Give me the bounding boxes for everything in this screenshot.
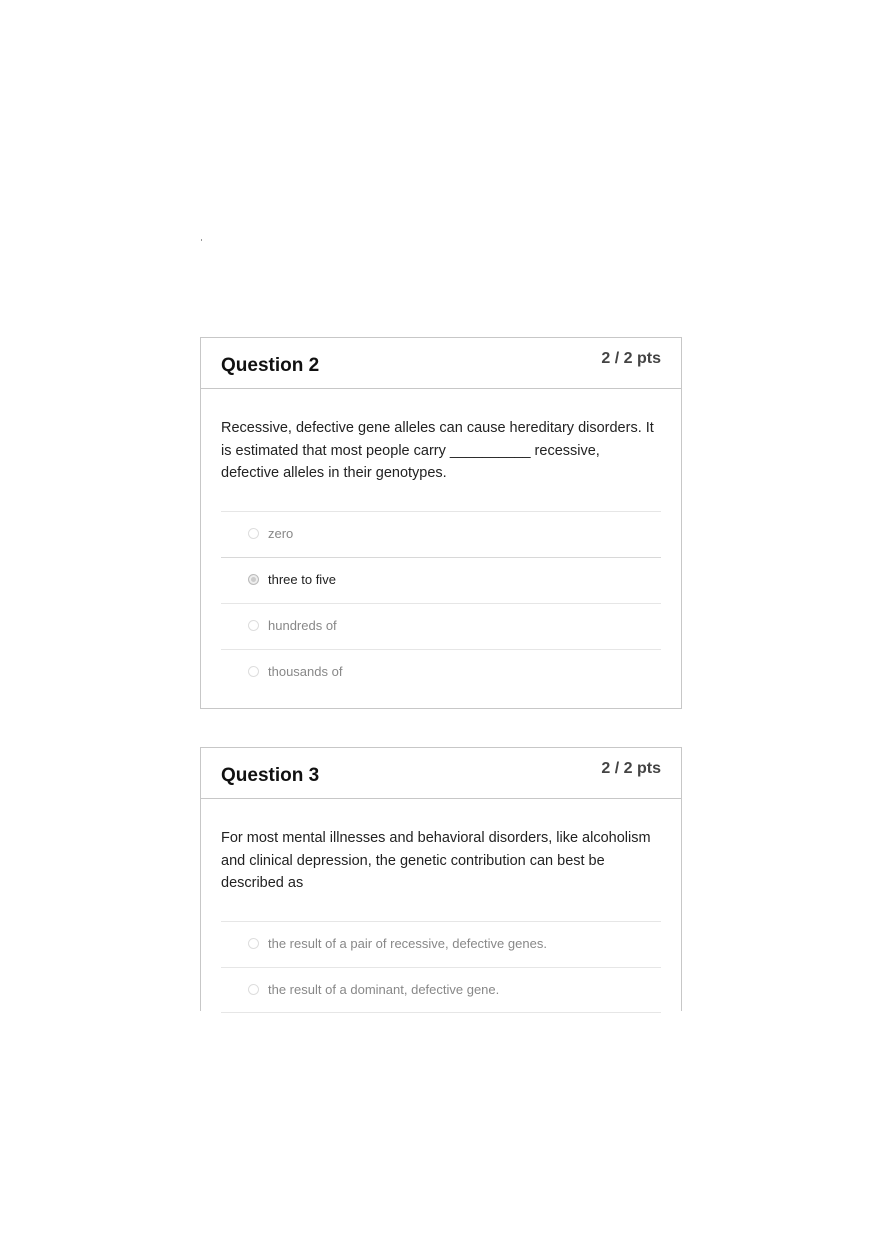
answer-option[interactable]	[221, 649, 661, 695]
question-card-3	[200, 747, 682, 1011]
question-title: Question 3	[221, 765, 320, 786]
answer-option[interactable]	[221, 921, 661, 967]
question-points: 2 / 2 pts	[601, 760, 661, 777]
radio-icon[interactable]	[248, 620, 259, 631]
question-text: Recessive, defective gene alleles can cause hereditary disorders. It is estimated that most people carry __________ recessive, defective alleles in their genotypes.	[221, 420, 654, 481]
answer-label: zero	[268, 525, 294, 541]
answer-option[interactable]	[221, 967, 661, 1013]
answer-label: thousands of	[268, 663, 343, 679]
radio-icon[interactable]	[248, 666, 259, 677]
question-text: For most mental illnesses and behavioral disorders, like alcoholism and clinical depression, the genetic contribution can best be described as	[221, 830, 651, 891]
radio-selected-icon[interactable]	[248, 574, 259, 585]
answer-label: three to five	[268, 571, 336, 587]
radio-icon[interactable]	[248, 984, 259, 995]
answer-option[interactable]	[221, 511, 661, 557]
question-title: Question 2	[221, 355, 320, 376]
answer-option-selected[interactable]	[221, 557, 661, 603]
radio-icon[interactable]	[248, 528, 259, 539]
answer-option[interactable]	[221, 603, 661, 649]
answer-label: hundreds of	[268, 617, 337, 633]
question-card-2	[200, 337, 682, 709]
answer-label: the result of a dominant, defective gene.	[268, 981, 500, 997]
question-header	[201, 338, 681, 389]
answer-label: the result of a pair of recessive, defective genes.	[268, 935, 547, 951]
question-points: 2 / 2 pts	[601, 350, 661, 367]
radio-icon[interactable]	[248, 938, 259, 949]
stray-mark	[201, 239, 202, 241]
question-header	[201, 748, 681, 799]
